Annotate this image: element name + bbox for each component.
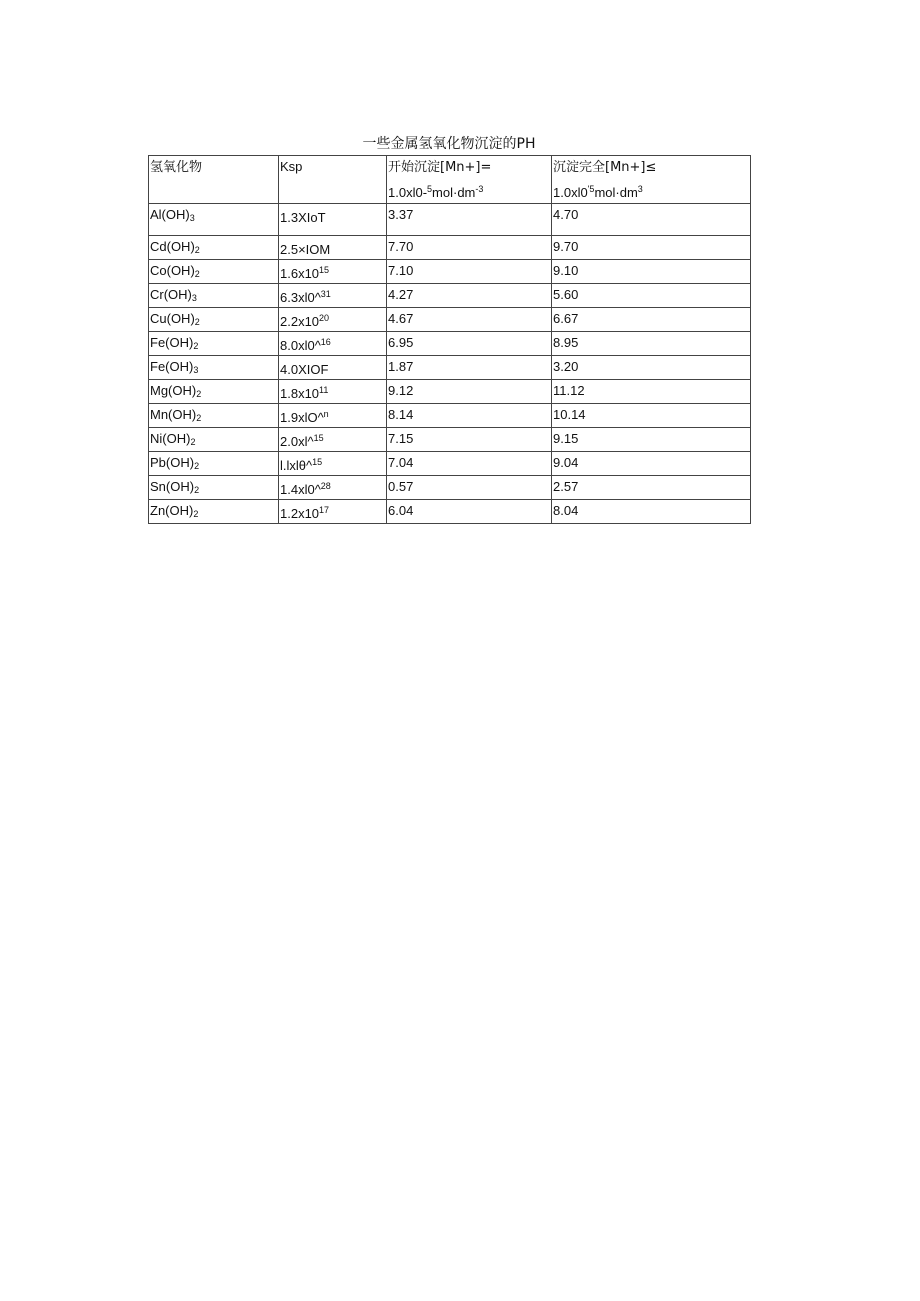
cell-start-ph: 7.70 [387, 236, 552, 260]
cell-ksp: 8.0xl0^$^{16}$ [279, 332, 387, 356]
table-row [149, 204, 751, 236]
cell-ksp: 4.0XIOF [279, 356, 387, 380]
cell-start-ph: 0.57 [387, 476, 552, 500]
cell-hydroxide: $Cd(OH)_2$ [149, 236, 279, 260]
cell-ksp: l.lxlθ^$^{15}$ [279, 452, 387, 476]
header-start-precipitation [387, 156, 552, 204]
cell-complete-ph: 5.60 [552, 284, 751, 308]
table-row [149, 380, 751, 404]
cell-ksp: $1.8x10^{11}$ [279, 380, 387, 404]
cell-hydroxide: $Mg(OH)_2$ [149, 380, 279, 404]
cell-complete-ph: 6.67 [552, 308, 751, 332]
cell-hydroxide: $Pb(OH)_2$ [149, 452, 279, 476]
cell-hydroxide: $Ni(OH)_2$ [149, 428, 279, 452]
cell-ksp: 2.0xl^$^{15}$ [279, 428, 387, 452]
table-row [149, 452, 751, 476]
cell-complete-ph: 9.70 [552, 236, 751, 260]
cell-start-ph: 7.15 [387, 428, 552, 452]
header-hydroxide: 氢氧化物 [149, 156, 279, 204]
page-title: 一些金属氢氧化物沉淀的PH [362, 136, 536, 152]
header-start-line1: 开始沉淀[Mn+]= [388, 160, 492, 175]
cell-hydroxide: $Co(OH)_2$ [149, 260, 279, 284]
table-row [149, 404, 751, 428]
cell-complete-ph: 8.04 [552, 500, 751, 524]
cell-complete-ph: 9.10 [552, 260, 751, 284]
cell-start-ph: 4.27 [387, 284, 552, 308]
cell-start-ph: 6.95 [387, 332, 552, 356]
cell-hydroxide: $Zn(OH)_2$ [149, 500, 279, 524]
cell-hydroxide: $Fe(OH)_3$ [149, 356, 279, 380]
cell-start-ph: 7.10 [387, 260, 552, 284]
cell-complete-ph: 11.12 [552, 380, 751, 404]
cell-ksp: $2.2x10^{20}$ [279, 308, 387, 332]
cell-hydroxide: $Fe(OH)_2$ [149, 332, 279, 356]
table-row [149, 260, 751, 284]
header-row [149, 156, 751, 204]
cell-complete-ph: 9.15 [552, 428, 751, 452]
table-row [149, 476, 751, 500]
cell-ksp: 2.5×IOM [279, 236, 387, 260]
cell-start-ph: 3.37 [387, 204, 552, 236]
table-row [149, 332, 751, 356]
cell-complete-ph: 2.57 [552, 476, 751, 500]
hydroxide-ph-table [148, 155, 751, 524]
cell-start-ph: 8.14 [387, 404, 552, 428]
cell-start-ph: 9.12 [387, 380, 552, 404]
table-row [149, 236, 751, 260]
table-row [149, 500, 751, 524]
cell-complete-ph: 4.70 [552, 204, 751, 236]
table-row [149, 428, 751, 452]
cell-ksp: $1.6x10^{15}$ [279, 260, 387, 284]
cell-start-ph: 1.87 [387, 356, 552, 380]
cell-complete-ph: 10.14 [552, 404, 751, 428]
cell-ksp: 1.9xlO^$^n$ [279, 404, 387, 428]
cell-ksp: 1.3XIoT [279, 204, 387, 236]
cell-hydroxide: $Cr(OH)_3$ [149, 284, 279, 308]
cell-hydroxide: $Al(OH)_3$ [149, 204, 279, 236]
table-row [149, 284, 751, 308]
cell-complete-ph: 3.20 [552, 356, 751, 380]
cell-start-ph: 4.67 [387, 308, 552, 332]
cell-start-ph: 7.04 [387, 452, 552, 476]
header-start-line2: $1.0xl0-^5mol\cdot dm^{-3}$ [388, 184, 484, 200]
header-complete-line2: $1.0xl0^{'5}mol\cdot dm^3$ [553, 184, 643, 200]
cell-hydroxide: $Mn(OH)_2$ [149, 404, 279, 428]
table-row [149, 308, 751, 332]
table-row [149, 356, 751, 380]
header-ksp: Ksp [279, 156, 387, 204]
cell-ksp: 6.3xl0^$^{31}$ [279, 284, 387, 308]
cell-ksp: $1.2x10^{17}$ [279, 500, 387, 524]
cell-hydroxide: $Cu(OH)_2$ [149, 308, 279, 332]
header-complete-line1: 沉淀完全[Mn+]≤ [553, 160, 657, 175]
cell-start-ph: 6.04 [387, 500, 552, 524]
header-complete-precipitation [552, 156, 751, 204]
cell-complete-ph: 9.04 [552, 452, 751, 476]
cell-hydroxide: $Sn(OH)_2$ [149, 476, 279, 500]
cell-complete-ph: 8.95 [552, 332, 751, 356]
cell-ksp: 1.4xl0^$^{28}$ [279, 476, 387, 500]
